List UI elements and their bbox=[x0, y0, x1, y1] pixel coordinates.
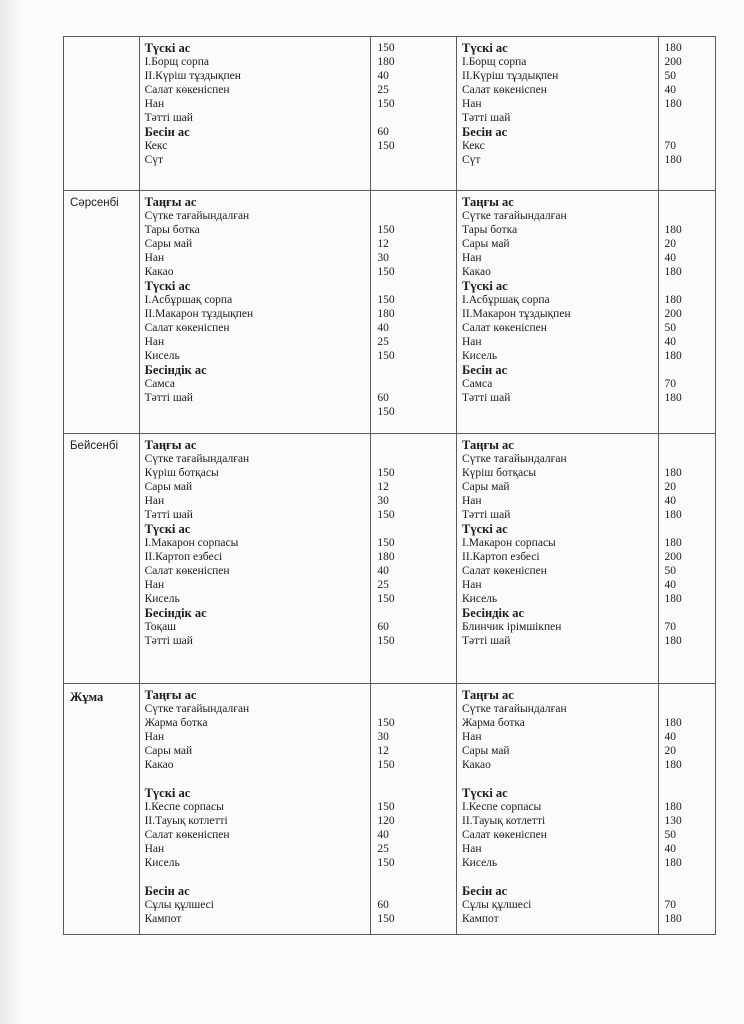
dish-name: Нан bbox=[144, 336, 165, 348]
dish-name: Нан bbox=[462, 495, 482, 507]
dish-name bbox=[457, 870, 658, 884]
dish-name: Кисель bbox=[144, 593, 180, 605]
portion-value: 180 bbox=[377, 551, 395, 563]
portion-value: 180 bbox=[664, 154, 682, 166]
dish-name: Кампот bbox=[144, 913, 182, 925]
portion-value bbox=[659, 606, 715, 620]
menu-right-items bbox=[457, 684, 659, 935]
portion-value: 180 bbox=[664, 801, 682, 813]
dish-name: Блинчик ірімшікпен bbox=[462, 621, 562, 633]
dish-name bbox=[140, 772, 371, 786]
meal-heading: Таңғы ас bbox=[144, 195, 197, 209]
portion-value: 180 bbox=[377, 56, 395, 68]
portion-value: 200 bbox=[664, 551, 682, 563]
portion-value: 40 bbox=[377, 70, 389, 82]
dish-name: Сары май bbox=[462, 481, 510, 493]
portion-value: 40 bbox=[664, 731, 677, 743]
meal-heading: Таңғы ас bbox=[462, 438, 514, 452]
scan-edge-shadow bbox=[0, 0, 22, 1024]
menu-row bbox=[64, 684, 716, 935]
portion-value bbox=[371, 772, 456, 786]
dish-name: Сұлы құлшесі bbox=[462, 899, 532, 911]
dish-name: Кисель bbox=[144, 350, 180, 362]
menu-row bbox=[64, 191, 716, 434]
menu-right-portions bbox=[658, 684, 715, 935]
right-portions-list bbox=[659, 434, 715, 648]
dish-name: Нан bbox=[144, 843, 165, 855]
portion-value bbox=[371, 786, 456, 800]
day-label: Сәрсенбі bbox=[70, 197, 119, 209]
meal-heading: Түскі ас bbox=[462, 522, 508, 536]
portion-value: 70 bbox=[664, 621, 677, 633]
dish-name: Кекс bbox=[144, 140, 168, 152]
weekly-menu-table bbox=[63, 36, 716, 935]
portion-value: 70 bbox=[664, 140, 677, 152]
portion-value: 25 bbox=[377, 84, 389, 96]
dish-name: Салат көкеніспен bbox=[462, 829, 547, 841]
portion-value: 40 bbox=[377, 322, 389, 334]
portion-value: 150 bbox=[377, 717, 395, 729]
portion-value: 150 bbox=[377, 857, 395, 869]
dish-name: Сары май bbox=[144, 238, 193, 250]
menu-right-items bbox=[457, 434, 659, 684]
meal-heading: Таңғы ас bbox=[144, 688, 197, 702]
dish-name: Тары ботка bbox=[462, 224, 518, 236]
dish-name: Сүт bbox=[462, 154, 481, 166]
dish-name: Какао bbox=[144, 759, 174, 771]
menu-right-items bbox=[457, 37, 659, 191]
meal-heading: Бесін ас bbox=[462, 363, 508, 377]
portion-value: 60 bbox=[377, 621, 389, 633]
portion-value: 20 bbox=[664, 481, 677, 493]
dish-name: Күріш ботқасы bbox=[462, 467, 537, 479]
dish-name: I.Борщ сорпа bbox=[462, 56, 527, 68]
portion-value bbox=[371, 702, 456, 716]
dish-name: Нан bbox=[462, 98, 482, 110]
right-items-list bbox=[457, 191, 658, 405]
portion-value bbox=[659, 195, 715, 209]
menu-right-items bbox=[457, 191, 659, 434]
portion-value: 180 bbox=[664, 509, 682, 521]
meal-heading: Бесіндік ас bbox=[144, 606, 207, 620]
right-items-list bbox=[457, 684, 658, 926]
portion-value: 150 bbox=[377, 537, 395, 549]
dish-name: Сүтке тағайындалған bbox=[462, 453, 567, 465]
portion-value: 12 bbox=[377, 745, 389, 757]
dish-name: II.Күріш тұздықпен bbox=[144, 70, 241, 82]
dish-name: Кисель bbox=[462, 593, 498, 605]
dish-name: II.Тауық котлетті bbox=[144, 815, 228, 827]
portion-value: 150 bbox=[377, 801, 395, 813]
dish-name: I.Асбұршақ сорпа bbox=[462, 294, 550, 306]
dish-name: II.Тауық котлетті bbox=[462, 815, 546, 827]
dish-name: Сары май bbox=[462, 745, 510, 757]
left-items-list bbox=[140, 684, 371, 926]
portion-value: 150 bbox=[377, 467, 395, 479]
dish-name: Нан bbox=[144, 731, 165, 743]
dish-name: Жарма ботка bbox=[462, 717, 525, 729]
menu-left-items bbox=[139, 191, 371, 434]
dish-name: Нан bbox=[462, 843, 482, 855]
dish-name bbox=[140, 405, 371, 419]
portion-value: 25 bbox=[377, 336, 389, 348]
portion-value bbox=[371, 377, 456, 391]
portion-value: 20 bbox=[664, 745, 677, 757]
portion-value: 130 bbox=[664, 815, 682, 827]
dish-name: II.Картоп езбесі bbox=[144, 551, 223, 563]
dish-name: Нан bbox=[144, 495, 165, 507]
dish-name: Тәтті шай bbox=[144, 112, 193, 124]
dish-name: II.Макарон тұздықпен bbox=[462, 308, 571, 320]
portion-value: 180 bbox=[664, 266, 682, 278]
menu-left-items bbox=[139, 434, 371, 684]
portion-value: 180 bbox=[664, 593, 682, 605]
dish-name: Жарма ботка bbox=[144, 717, 208, 729]
portion-value: 50 bbox=[664, 829, 677, 841]
portion-value: 150 bbox=[377, 266, 395, 278]
portion-value: 70 bbox=[664, 899, 677, 911]
dish-name: Салат көкеніспен bbox=[462, 84, 547, 96]
dish-name: Сүт bbox=[144, 154, 164, 166]
left-items-list bbox=[140, 191, 371, 419]
dish-name: Нан bbox=[144, 98, 165, 110]
dish-name: I.Макарон сорпасы bbox=[144, 537, 239, 549]
menu-left-items bbox=[139, 37, 371, 191]
portion-value: 150 bbox=[377, 913, 395, 925]
dish-name: Нан bbox=[144, 579, 165, 591]
dish-name: Сүтке тағайындалған bbox=[144, 703, 250, 715]
meal-heading: Бесіндік ас bbox=[462, 606, 525, 620]
left-portions-list bbox=[371, 37, 456, 167]
left-portions-list bbox=[371, 684, 456, 926]
dish-name bbox=[140, 870, 371, 884]
dish-name: Тәтті шай bbox=[144, 392, 193, 404]
dish-name bbox=[457, 772, 658, 786]
dish-name: Салат көкеніспен bbox=[144, 565, 230, 577]
portion-value: 40 bbox=[664, 843, 677, 855]
portion-value: 180 bbox=[664, 635, 682, 647]
portion-value bbox=[371, 452, 456, 466]
meal-heading: Түскі ас bbox=[144, 786, 191, 800]
portion-value: 12 bbox=[377, 238, 389, 250]
left-items-list bbox=[140, 434, 371, 648]
dish-name: II.Макарон тұздықпен bbox=[144, 308, 254, 320]
right-items-list bbox=[457, 434, 658, 648]
portion-value: 50 bbox=[664, 70, 677, 82]
portion-value: 150 bbox=[377, 224, 395, 236]
meal-heading: Бесін ас bbox=[144, 884, 190, 898]
portion-value bbox=[659, 209, 715, 223]
portion-value: 180 bbox=[664, 537, 682, 549]
portion-value bbox=[659, 786, 715, 800]
dish-name: Салат көкеніспен bbox=[462, 565, 547, 577]
portion-value: 180 bbox=[664, 294, 682, 306]
portion-value: 150 bbox=[377, 593, 395, 605]
portion-value bbox=[371, 522, 456, 536]
dish-name: Какао bbox=[144, 266, 174, 278]
portion-value: 40 bbox=[377, 829, 389, 841]
portion-value: 30 bbox=[377, 495, 389, 507]
portion-value: 40 bbox=[664, 252, 677, 264]
menu-right-portions bbox=[658, 191, 715, 434]
dish-name: Сүтке тағайындалған bbox=[462, 210, 567, 222]
portion-value: 180 bbox=[664, 350, 682, 362]
dish-name: Тары ботка bbox=[144, 224, 200, 236]
portion-value: 150 bbox=[377, 406, 395, 418]
dish-name: Салат көкеніспен bbox=[144, 322, 230, 334]
meal-heading: Бесін ас bbox=[144, 125, 190, 139]
dish-name: Кампот bbox=[462, 913, 499, 925]
left-portions-list bbox=[371, 434, 456, 648]
portion-value: 180 bbox=[664, 392, 682, 404]
day-cell bbox=[64, 434, 140, 684]
meal-heading: Түскі ас bbox=[144, 41, 191, 55]
portion-value bbox=[659, 279, 715, 293]
dish-name: Кисель bbox=[462, 857, 498, 869]
dish-name: Нан bbox=[144, 252, 165, 264]
menu-row bbox=[64, 37, 716, 191]
portion-value: 150 bbox=[377, 509, 395, 521]
dish-name: Сүтке тағайындалған bbox=[144, 210, 250, 222]
menu-right-portions bbox=[658, 434, 715, 684]
day-label: Бейсенбі bbox=[70, 440, 119, 452]
portion-value: 25 bbox=[377, 843, 389, 855]
portion-value: 40 bbox=[664, 579, 677, 591]
dish-name: Самса bbox=[462, 378, 493, 390]
meal-heading: Таңғы ас bbox=[462, 688, 514, 702]
dish-name: Тәтті шай bbox=[462, 635, 511, 647]
dish-name: Тәтті шай bbox=[144, 635, 193, 647]
dish-name: Нан bbox=[462, 579, 482, 591]
dish-name: II.Күріш тұздықпен bbox=[462, 70, 559, 82]
portion-value: 40 bbox=[377, 565, 389, 577]
portion-value: 150 bbox=[377, 350, 395, 362]
dish-name: Кисель bbox=[462, 350, 498, 362]
portion-value: 180 bbox=[664, 42, 682, 54]
dish-name: Тәтті шай bbox=[462, 509, 511, 521]
portion-value bbox=[659, 363, 715, 377]
meal-heading: Бесін ас bbox=[462, 125, 508, 139]
portion-value: 70 bbox=[664, 378, 677, 390]
dish-name: Күріш ботқасы bbox=[144, 467, 219, 479]
dish-name: II.Картоп езбесі bbox=[462, 551, 540, 563]
day-cell bbox=[64, 191, 140, 434]
portion-value: 180 bbox=[664, 467, 682, 479]
dish-name: I.Кеспе сорпасы bbox=[462, 801, 542, 813]
portion-value: 150 bbox=[377, 294, 395, 306]
dish-name: Кекс bbox=[462, 140, 485, 152]
meal-heading: Таңғы ас bbox=[462, 195, 514, 209]
dish-name: Кисель bbox=[144, 857, 180, 869]
menu-left-portions bbox=[371, 434, 457, 684]
day-cell bbox=[64, 684, 140, 935]
portion-value: 150 bbox=[377, 42, 395, 54]
portion-value bbox=[371, 111, 456, 125]
portion-value bbox=[371, 209, 456, 223]
portion-value: 180 bbox=[664, 913, 682, 925]
portion-value: 200 bbox=[664, 56, 682, 68]
portion-value: 40 bbox=[664, 336, 677, 348]
right-portions-list bbox=[659, 684, 715, 926]
portion-value: 50 bbox=[664, 565, 677, 577]
dish-name: Нан bbox=[462, 731, 482, 743]
portion-value: 180 bbox=[664, 717, 682, 729]
dish-name: Сары май bbox=[144, 745, 193, 757]
dish-name: Сүтке тағайындалған bbox=[144, 453, 250, 465]
dish-name: I.Кеспе сорпасы bbox=[144, 801, 224, 813]
dish-name: Салат көкеніспен bbox=[144, 84, 230, 96]
portion-value: 150 bbox=[377, 759, 395, 771]
menu-left-portions bbox=[371, 191, 457, 434]
dish-name: Сұлы құлшесі bbox=[144, 899, 214, 911]
left-items-list bbox=[140, 37, 371, 167]
dish-name: Нан bbox=[462, 252, 482, 264]
dish-name: Нан bbox=[462, 336, 482, 348]
portion-value bbox=[371, 195, 456, 209]
meal-heading: Түскі ас bbox=[144, 522, 191, 536]
portion-value bbox=[371, 363, 456, 377]
menu-right-portions bbox=[658, 37, 715, 191]
dish-name: Самса bbox=[144, 378, 175, 390]
portion-value: 30 bbox=[377, 252, 389, 264]
portion-value bbox=[659, 702, 715, 716]
menu-left-portions bbox=[371, 684, 457, 935]
dish-name: Тәтті шай bbox=[144, 509, 193, 521]
meal-heading: Бесін ас bbox=[462, 884, 508, 898]
dish-name: I.Асбұршақ сорпа bbox=[144, 294, 233, 306]
portion-value bbox=[659, 522, 715, 536]
portion-value: 25 bbox=[377, 579, 389, 591]
portion-value: 180 bbox=[377, 308, 395, 320]
dish-name: Салат көкеніспен bbox=[144, 829, 230, 841]
dish-name: Тоқаш bbox=[144, 621, 177, 633]
portion-value: 40 bbox=[664, 84, 677, 96]
portion-value bbox=[659, 438, 715, 452]
portion-value: 150 bbox=[377, 98, 395, 110]
dish-name: Какао bbox=[462, 759, 491, 771]
dish-name: I.Борщ сорпа bbox=[144, 56, 209, 68]
meal-heading: Түскі ас bbox=[144, 279, 191, 293]
dish-name: Сары май bbox=[462, 238, 510, 250]
portion-value: 30 bbox=[377, 731, 389, 743]
menu-left-portions bbox=[371, 37, 457, 191]
portion-value: 12 bbox=[377, 481, 389, 493]
portion-value: 180 bbox=[664, 224, 682, 236]
meal-heading: Түскі ас bbox=[462, 279, 508, 293]
day-label: Жұма bbox=[70, 690, 104, 704]
dish-name: Какао bbox=[462, 266, 491, 278]
right-portions-list bbox=[659, 37, 715, 167]
meal-heading: Түскі ас bbox=[462, 41, 508, 55]
portion-value bbox=[659, 111, 715, 125]
portion-value bbox=[659, 688, 715, 702]
menu-row bbox=[64, 434, 716, 684]
meal-heading: Бесіндік ас bbox=[144, 363, 207, 377]
portion-value bbox=[371, 438, 456, 452]
portion-value: 50 bbox=[664, 322, 677, 334]
meal-heading: Таңғы ас bbox=[144, 438, 197, 452]
right-items-list bbox=[457, 37, 658, 167]
portion-value bbox=[659, 452, 715, 466]
portion-value bbox=[371, 153, 456, 167]
dish-name: I.Макарон сорпасы bbox=[462, 537, 556, 549]
day-cell bbox=[64, 37, 140, 191]
portion-value: 180 bbox=[664, 759, 682, 771]
dish-name: Сүтке тағайындалған bbox=[462, 703, 567, 715]
portion-value: 150 bbox=[377, 635, 395, 647]
portion-value: 40 bbox=[664, 495, 677, 507]
portion-value bbox=[371, 606, 456, 620]
portion-value: 60 bbox=[377, 126, 389, 138]
portion-value bbox=[659, 772, 715, 786]
dish-name: Сары май bbox=[144, 481, 193, 493]
portion-value bbox=[371, 884, 456, 898]
portion-value: 60 bbox=[377, 392, 389, 404]
dish-name: Тәтті шай bbox=[462, 112, 511, 124]
portion-value: 150 bbox=[377, 140, 395, 152]
portion-value bbox=[659, 884, 715, 898]
portion-value: 20 bbox=[664, 238, 677, 250]
portion-value: 180 bbox=[664, 857, 682, 869]
portion-value: 60 bbox=[377, 899, 389, 911]
meal-heading: Түскі ас bbox=[462, 786, 508, 800]
portion-value bbox=[371, 279, 456, 293]
right-portions-list bbox=[659, 191, 715, 405]
menu-left-items bbox=[139, 684, 371, 935]
portion-value bbox=[371, 688, 456, 702]
portion-value: 180 bbox=[664, 98, 682, 110]
portion-value: 200 bbox=[664, 308, 682, 320]
portion-value bbox=[371, 870, 456, 884]
portion-value bbox=[659, 125, 715, 139]
portion-value: 120 bbox=[377, 815, 395, 827]
portion-value bbox=[659, 870, 715, 884]
dish-name: Тәтті шай bbox=[462, 392, 511, 404]
left-portions-list bbox=[371, 191, 456, 419]
dish-name: Салат көкеніспен bbox=[462, 322, 547, 334]
